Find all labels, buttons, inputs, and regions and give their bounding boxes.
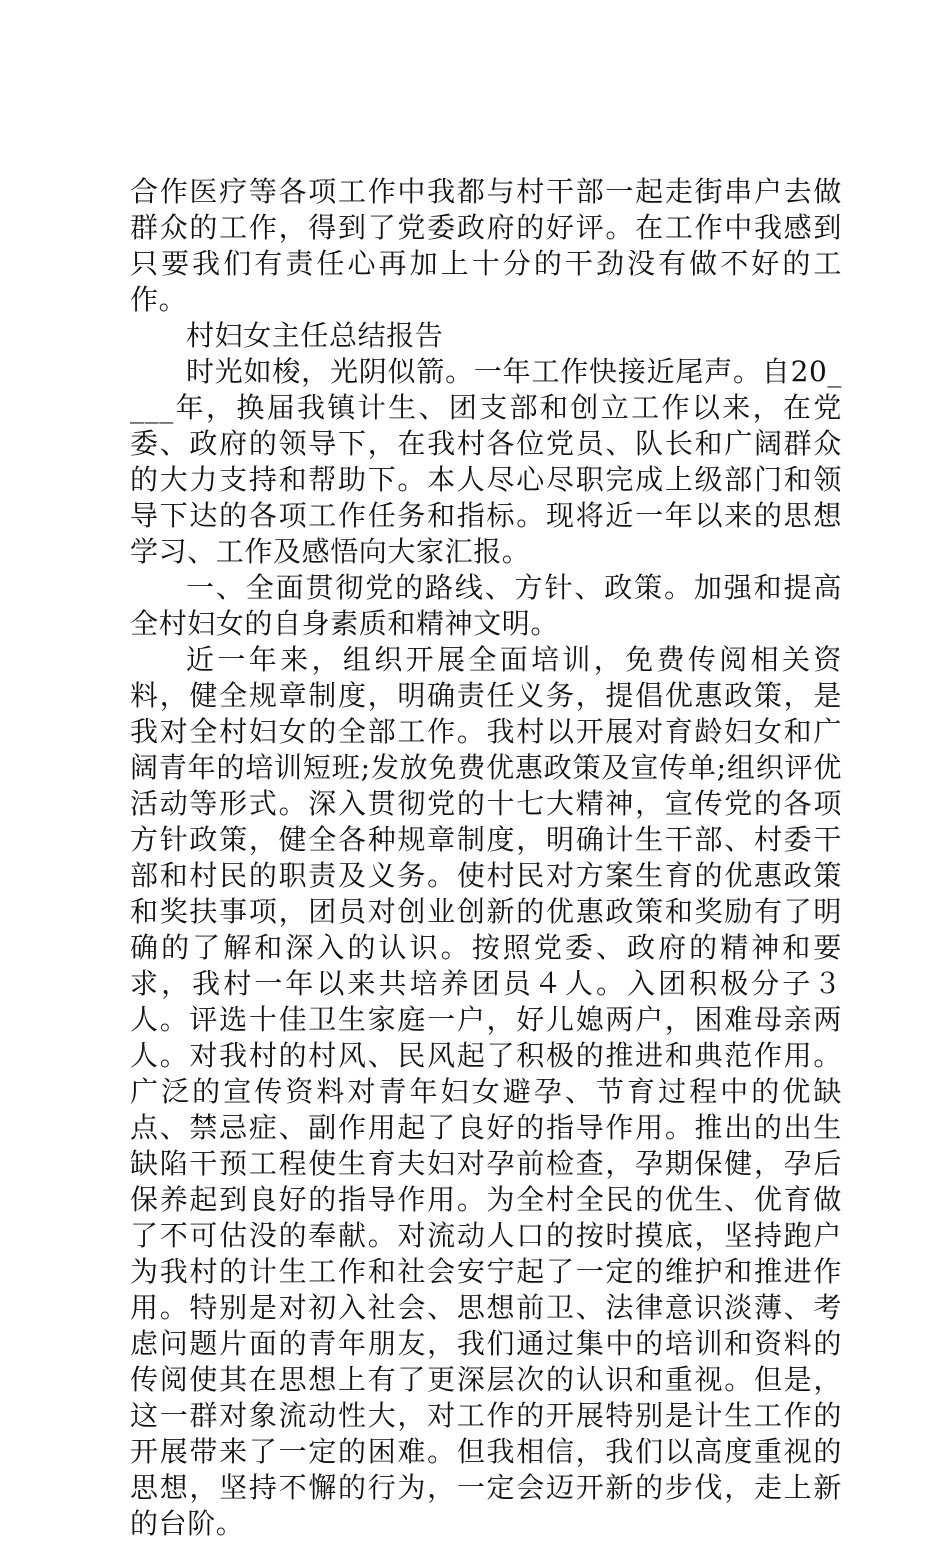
- document-body: [130, 174, 842, 1542]
- paragraph-section-1-body: 近一年来，组织开展全面培训，免费传阅相关资料，健全规章制度，明确责任义务，提倡优惠政策，是我对全村妇女的全部工作。我村以开展对育龄妇女和广阔青年的培训短班;发放免费优惠政策及宣传单;组织评优活动等形式。深入贯彻党的十七大精神，宣传党的各项方针政策，健全各种规章制度，明确计生干部、村委干部和村民的职责及义务。使村民对方案生育的优惠政策和奖扶事项，团员对创业创新的优惠政策和奖励有了明确的了解和深入的认识。按照党委、政府的精神和要求，我村一年以来共培养团员４人。入团积极分子３人。评选十佳卫生家庭一户，好儿媳两户，困难母亲两人。对我村的村风、民风起了积极的推进和典范作用。广泛的宣传资料对青年妇女避孕、节育过程中的优缺点、禁忌症、副作用起了良好的指导作用。推出的出生缺陷干预工程使生育夫妇对孕前检查，孕期保健，孕后保养起到良好的指导作用。为全村全民的优生、优育做了不可估没的奉献。对流动人口的按时摸底，坚持跑户为我村的计生工作和社会安宁起了一定的维护和推进作用。特别是对初入社会、思想前卫、法律意识淡薄、考虑问题片面的青年朋友，我们通过集中的培训和资料的传阅使其在思想上有了更深层次的认识和重视。但是，这一群对象流动性大，对工作的开展特别是计生工作的开展带来了一定的困难。但我相信，我们以高度重视的思想，坚持不懈的行为，一定会迈开新的步伐，走上新的台阶。: [130, 643, 842, 1540]
- paragraph-continuation: 合作医疗等各项工作中我都与村干部一起走街串户去做群众的工作，得到了党委政府的好评。在工作中我感到只要我们有责任心再加上十分的干劲没有做不好的工作。: [130, 175, 842, 316]
- report-title: 村妇女主任总结报告: [186, 319, 444, 352]
- paragraph-intro: 时光如梭，光阴似箭。一年工作快接近尾声。自20____年，换届我镇计生、团支部和创立工作以来，在党委、政府的领导下，在我村各位党员、队长和广阔群众的大力支持和帮助下。本人尽心尽职完成上级部门和领导下达的各项工作任务和指标。现将近一年以来的思想学习、工作及感悟向大家汇报。: [130, 355, 842, 568]
- section-heading-1: 一、全面贯彻党的路线、方针、政策。加强和提高全村妇女的自身素质和精神文明。: [130, 571, 842, 640]
